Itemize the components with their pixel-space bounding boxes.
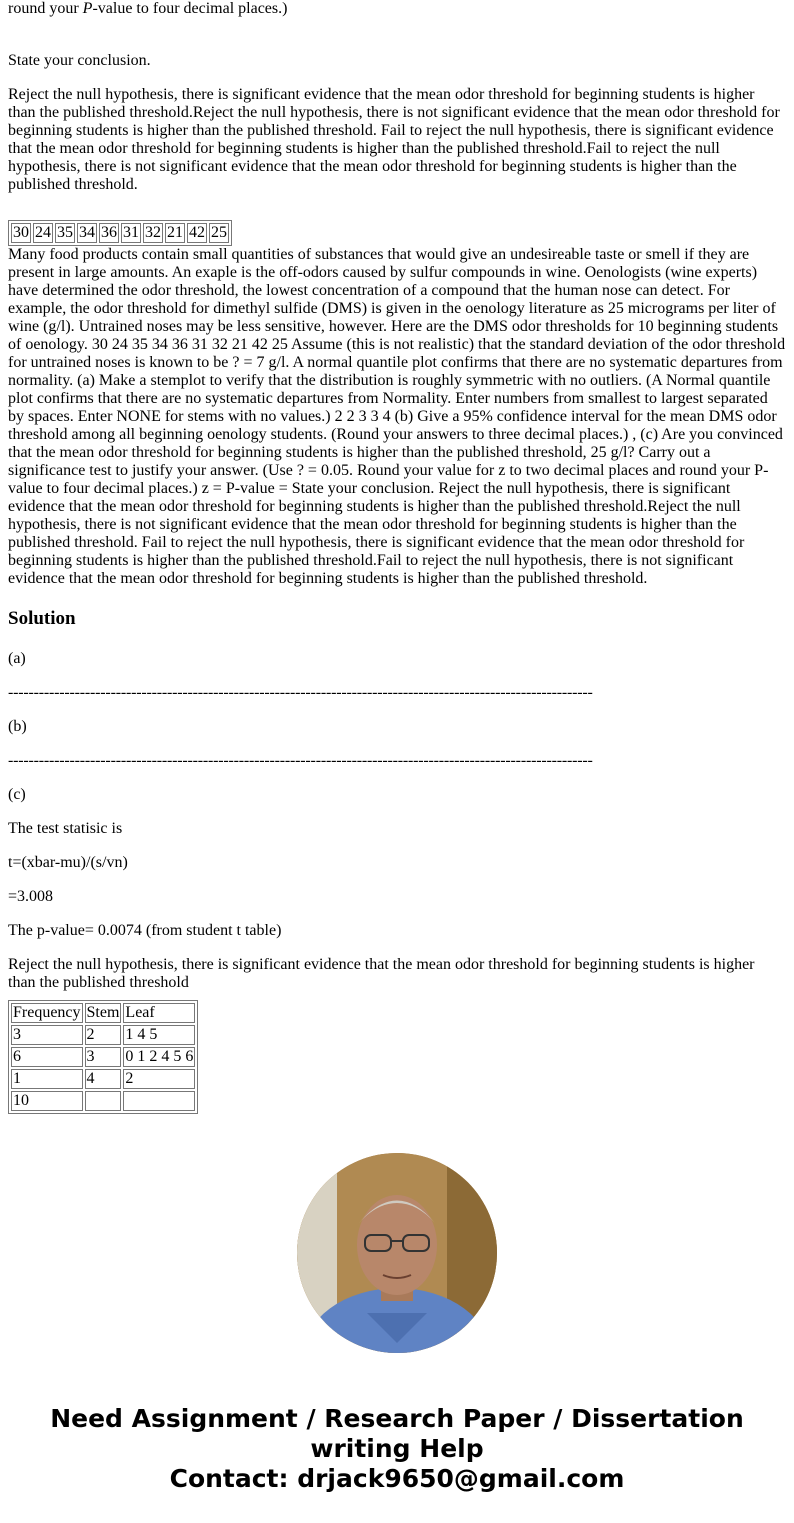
- frequency-cell: 6: [11, 1047, 83, 1067]
- frequency-cell: 1: [11, 1069, 83, 1089]
- promo-banner: [0, 1404, 794, 1494]
- conclusion-prompt: State your conclusion.: [8, 52, 151, 69]
- data-cell: 34: [79, 224, 95, 241]
- test-value: =3.008: [8, 888, 54, 905]
- stemplot-table: [8, 1000, 198, 1114]
- document-body: [8, 0, 786, 1114]
- solution-heading: Solution: [8, 608, 76, 629]
- stem-cell: [85, 1091, 122, 1111]
- data-values-row: [11, 223, 229, 243]
- data-cell: 36: [101, 224, 117, 241]
- data-cell: 31: [123, 224, 139, 241]
- frequency-total-cell: 10: [11, 1091, 83, 1111]
- leaf-cell: 0 1 2 4 5 6: [125, 1048, 194, 1065]
- frequency-cell: 3: [11, 1025, 83, 1045]
- test-statistic-label: The test statisic is: [8, 820, 123, 837]
- promo-line-1: Need Assignment / Research Paper / Dissertation: [50, 1404, 744, 1433]
- stemplot-row: [11, 1069, 195, 1089]
- stem-cell: 4: [85, 1069, 122, 1089]
- data-cell: 25: [211, 224, 227, 241]
- header-stem: Stem: [86, 1004, 120, 1021]
- stem-cell: 2: [85, 1025, 122, 1045]
- stem-cell: 3: [85, 1047, 122, 1067]
- data-cell: 21: [167, 224, 183, 241]
- test-formula: t=(xbar-mu)/(s/vn): [8, 854, 128, 871]
- data-cell: 35: [57, 224, 73, 241]
- author-avatar: [297, 1153, 497, 1353]
- stemplot-header-row: [11, 1003, 195, 1023]
- p-value-text: The p-value= 0.0074 (from student t table): [8, 922, 282, 939]
- data-cell: 42: [189, 224, 205, 241]
- solution-conclusion: Reject the null hypothesis, there is significant evidence that the mean odor threshold for beginning students is higher than the published threshold: [8, 956, 755, 991]
- leaf-cell: 2: [123, 1069, 195, 1089]
- part-b-label: (b): [8, 718, 27, 735]
- divider-line: ------------------------------------------------------------------------------------------------------------------: [8, 684, 593, 701]
- question-line-2-pre: round your: [8, 0, 83, 17]
- header-frequency: Frequency: [13, 1004, 81, 1021]
- stemplot-row: [11, 1047, 195, 1067]
- question-instruction: [8, 0, 786, 18]
- part-c-label: (c): [8, 786, 26, 803]
- stemplot-row: [11, 1025, 195, 1045]
- leaf-cell: [123, 1091, 195, 1111]
- leaf-cell: 1 4 5: [123, 1025, 195, 1045]
- divider-line: ------------------------------------------------------------------------------------------------------------------: [8, 752, 593, 769]
- header-leaf: Leaf: [123, 1003, 195, 1023]
- problem-statement: Many food products contain small quantities of substances that would give an undesireable taste or smell if they are present in large amounts. An exaple is the off-odors caused by sulfur compounds in wine. Oenologists (wine experts) have determined the odor threshold, the lowest concentration of a compound that the human nose can detect. For example, the odor threshold for dimethyl sulfide (DMS) is given in the oenology literature as 25 micrograms per liter of wine (g/l). Untrained noses may be less sensitive, however. Here are the DMS odor thresholds for 10 beginning students of oenology. 30 24 35 34 36 31 32 21 42 25 Assume (this is not realistic) that the standard deviation of the odor threshold for untrained noses is known to be ? = 7 g/l. A normal quantile plot confirms that there are no systematic departures from normality. (a) Make a stemplot to verify that the distribution is roughly symmetric with no outliers. (A Normal quantile plot confirms that there are no systematic departures from Normality. Enter numbers from smallest to largest separated by spaces. Enter NONE for stems with no values.) 2 2 3 3 4 (b) Give a 95% confidence interval for the mean DMS odor threshold among all beginning oenology students. (Round your answers to three decimal places.) , (c) Are you convinced that the mean odor threshold for beginning students is higher than the published threshold, 25 g/l? Carry out a significance test to justify your answer. (Use ? = 0.05. Round your value for z to two decimal places and round your P-value to four decimal places.) z = P-value = State your conclusion. Reject the null hypothesis, there is significant evidence that the mean odor threshold for beginning students is higher than the published threshold.Reject the null hypothesis, there is not significant evidence that the mean odor threshold for beginning students is higher than the published threshold. Fail to reject the null hypothesis, there is significant evidence that the mean odor threshold for beginning students is higher than the published threshold.Fail to reject the null hypothesis, there is not significant evidence that the mean odor threshold for beginning students is higher than the published threshold.: [8, 246, 786, 587]
- data-cell: 32: [145, 224, 161, 241]
- data-values-table: [8, 220, 232, 246]
- conclusion-options: Reject the null hypothesis, there is significant evidence that the mean odor threshold for beginning students is higher than the published threshold.Reject the null hypothesis, there is not significant evidence that the mean odor threshold for beginning students is higher than the published threshold. Fail to reject the null hypothesis, there is significant evidence that the mean odor threshold for beginning students is higher than the published threshold.Fail to reject the null hypothesis, there is not significant evidence that the mean odor threshold for beginning students is higher than the published threshold.: [8, 86, 780, 193]
- data-cell: 24: [35, 224, 51, 241]
- p-italic: P: [82, 0, 93, 17]
- stemplot-total-row: [11, 1091, 195, 1111]
- promo-contact[interactable]: Contact: drjack9650@gmail.com: [169, 1464, 625, 1493]
- question-line-2-post: -value to four decimal places.): [92, 0, 288, 17]
- promo-line-2: writing Help: [310, 1434, 484, 1463]
- data-cell: 30: [13, 224, 29, 241]
- part-a-label: (a): [8, 650, 26, 667]
- author-portrait-image: [297, 1153, 497, 1353]
